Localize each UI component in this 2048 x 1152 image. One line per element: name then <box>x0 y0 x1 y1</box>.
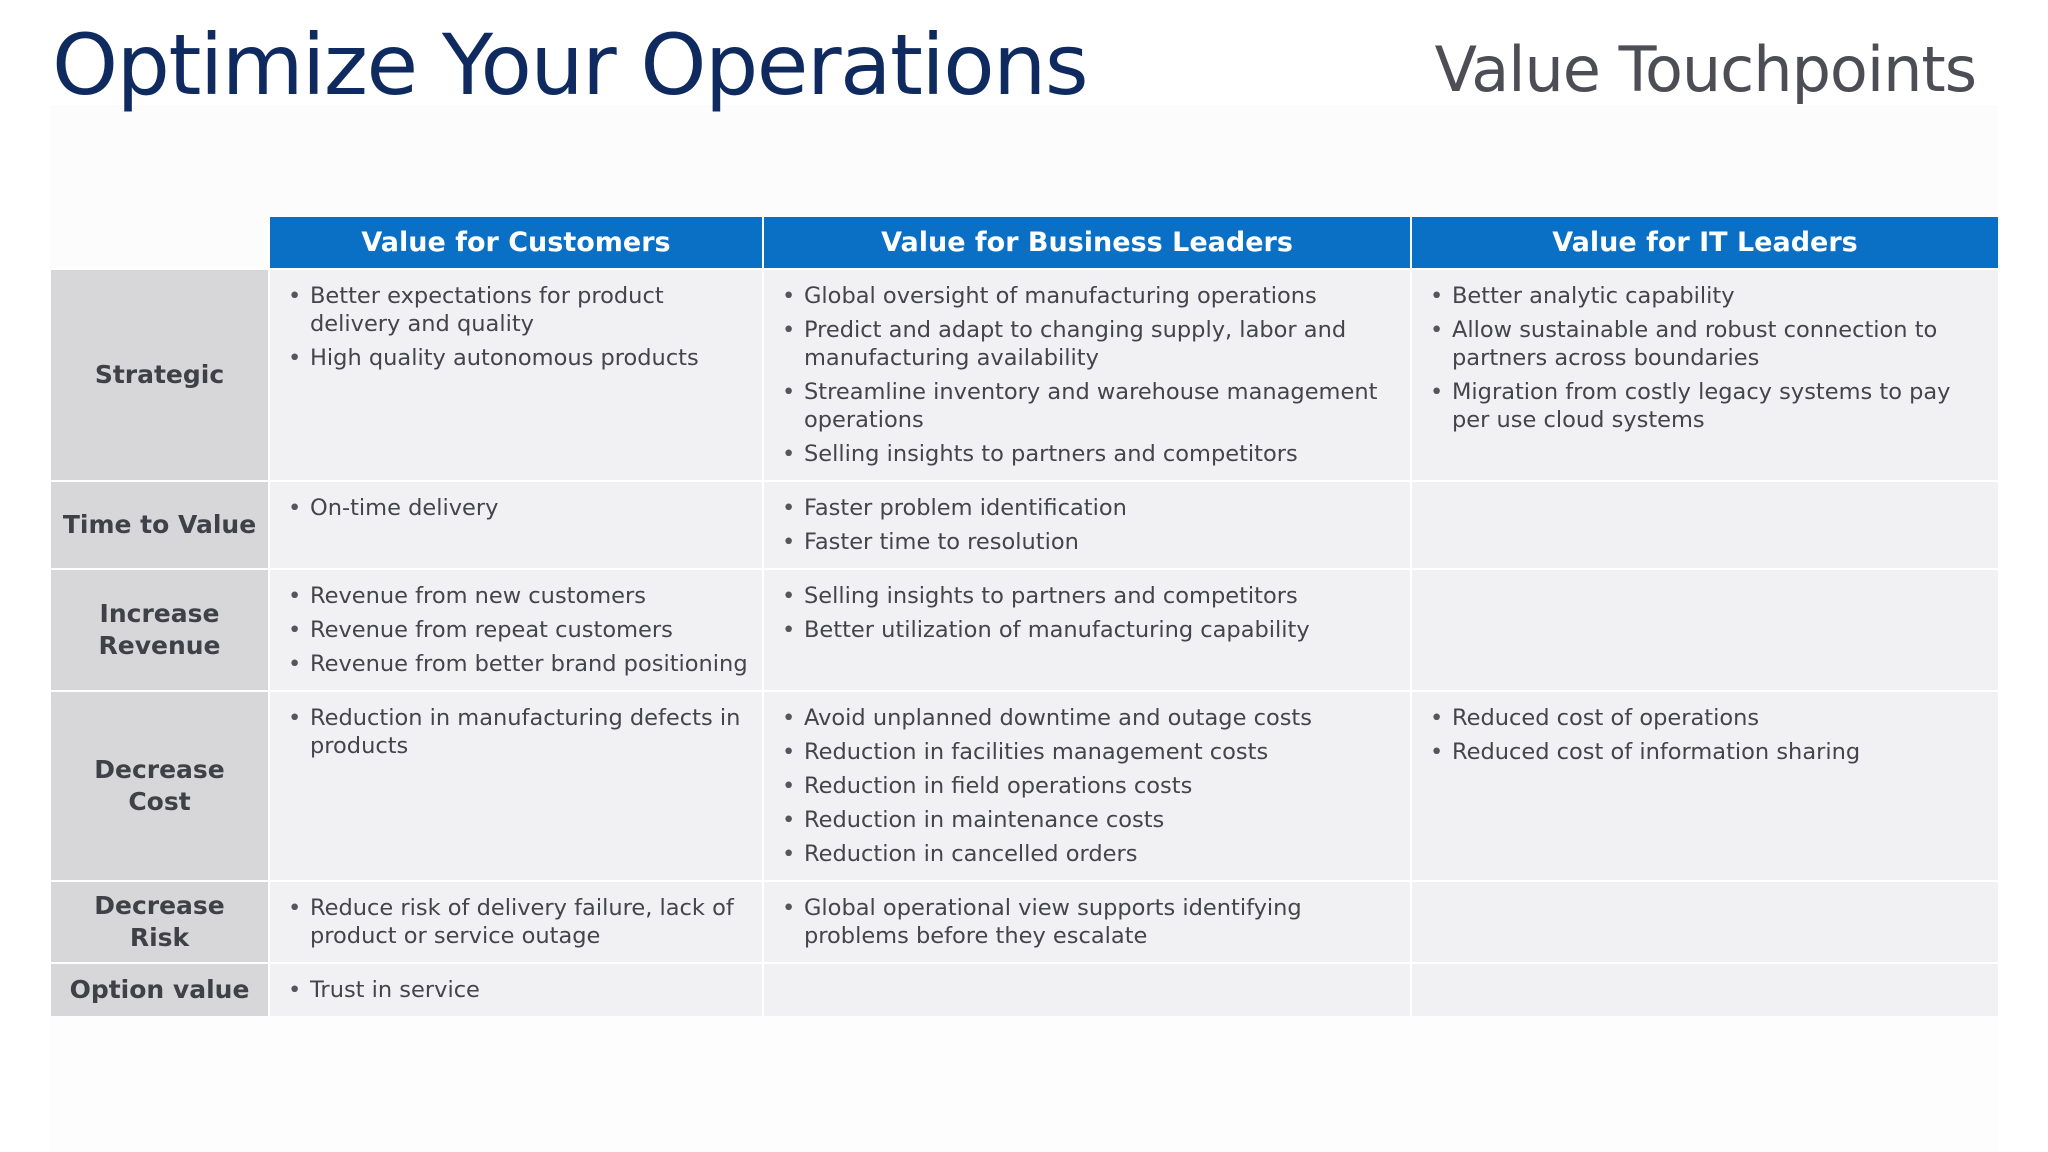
list-item: • Revenue from repeat customers <box>288 616 748 644</box>
list-item: • Migration from costly legacy systems to pay per use cloud systems <box>1430 378 1984 434</box>
slide-subtitle: Value Touchpoints <box>1434 33 1976 106</box>
list-item: • On-time delivery <box>288 494 748 522</box>
bullet-list <box>782 494 1396 556</box>
table-cell-it-leaders <box>1411 881 1998 963</box>
table-cell-customers <box>269 481 763 569</box>
list-item: • Revenue from better brand positioning <box>288 650 748 678</box>
list-item: • Reduction in cancelled orders <box>782 840 1396 868</box>
table-cell-it-leaders <box>1411 569 1998 691</box>
bullet-list <box>782 582 1396 644</box>
list-item: • Predict and adapt to changing supply, labor and manufacturing availability <box>782 316 1396 372</box>
list-item: • Better analytic capability <box>1430 282 1984 310</box>
table-row <box>51 481 1998 569</box>
table-body <box>51 269 1998 1016</box>
column-header-customers: Value for Customers <box>269 217 763 269</box>
bullet-list <box>1430 282 1984 434</box>
table-cell-customers <box>269 269 763 481</box>
list-item: • Faster problem identification <box>782 494 1396 522</box>
list-item: • Revenue from new customers <box>288 582 748 610</box>
row-header: Time to Value <box>51 481 269 569</box>
table-row <box>51 691 1998 881</box>
list-item: • Global operational view supports identifying problems before they escalate <box>782 894 1396 950</box>
column-header-it-leaders: Value for IT Leaders <box>1411 217 1998 269</box>
list-item: • Selling insights to partners and competitors <box>782 440 1396 468</box>
list-item: • Reduced cost of operations <box>1430 704 1984 732</box>
bullet-list <box>288 704 748 760</box>
table-row <box>51 963 1998 1016</box>
bullet-list <box>288 894 748 950</box>
row-header: Increase Revenue <box>51 569 269 691</box>
bullet-list <box>288 582 748 678</box>
list-item: • Avoid unplanned downtime and outage costs <box>782 704 1396 732</box>
bullet-list <box>782 282 1396 468</box>
table-row <box>51 269 1998 481</box>
table-cell-business-leaders <box>763 963 1411 1016</box>
list-item: • Reduction in manufacturing defects in products <box>288 704 748 760</box>
bullet-list <box>288 282 748 372</box>
list-item: • Global oversight of manufacturing operations <box>782 282 1396 310</box>
table-row <box>51 569 1998 691</box>
list-item: • Better expectations for product delivery and quality <box>288 282 748 338</box>
row-header: Decrease Risk <box>51 881 269 963</box>
table-cell-business-leaders <box>763 691 1411 881</box>
table-cell-it-leaders <box>1411 963 1998 1016</box>
bullet-list <box>288 976 748 1004</box>
list-item: • Reduction in facilities management costs <box>782 738 1396 766</box>
row-header: Option value <box>51 963 269 1016</box>
list-item: • Faster time to resolution <box>782 528 1396 556</box>
slide-title: Optimize Your Operations <box>52 16 1088 114</box>
list-item: • Reduction in maintenance costs <box>782 806 1396 834</box>
list-item: • Selling insights to partners and competitors <box>782 582 1396 610</box>
table-cell-business-leaders <box>763 481 1411 569</box>
table-cell-customers <box>269 691 763 881</box>
bullet-list <box>288 494 748 522</box>
list-item: • Reduced cost of information sharing <box>1430 738 1984 766</box>
table-row <box>51 881 1998 963</box>
table-cell-business-leaders <box>763 881 1411 963</box>
table-cell-customers <box>269 881 763 963</box>
list-item: • Reduction in field operations costs <box>782 772 1396 800</box>
column-header-business-leaders: Value for Business Leaders <box>763 217 1411 269</box>
table-cell-business-leaders <box>763 269 1411 481</box>
table-cell-it-leaders <box>1411 481 1998 569</box>
value-touchpoints-table <box>51 217 1998 1016</box>
list-item: • Trust in service <box>288 976 748 1004</box>
table-cell-it-leaders <box>1411 269 1998 481</box>
row-header: Strategic <box>51 269 269 481</box>
table-cell-customers <box>269 569 763 691</box>
bullet-list <box>782 894 1396 950</box>
row-header: Decrease Cost <box>51 691 269 881</box>
list-item: • Better utilization of manufacturing capability <box>782 616 1396 644</box>
table-cell-customers <box>269 963 763 1016</box>
table-cell-business-leaders <box>763 569 1411 691</box>
bullet-list <box>782 704 1396 868</box>
list-item: • High quality autonomous products <box>288 344 748 372</box>
table-cell-it-leaders <box>1411 691 1998 881</box>
list-item: • Reduce risk of delivery failure, lack of product or service outage <box>288 894 748 950</box>
table-corner <box>51 217 269 269</box>
list-item: • Streamline inventory and warehouse management operations <box>782 378 1396 434</box>
list-item: • Allow sustainable and robust connection to partners across boundaries <box>1430 316 1984 372</box>
bullet-list <box>1430 704 1984 766</box>
